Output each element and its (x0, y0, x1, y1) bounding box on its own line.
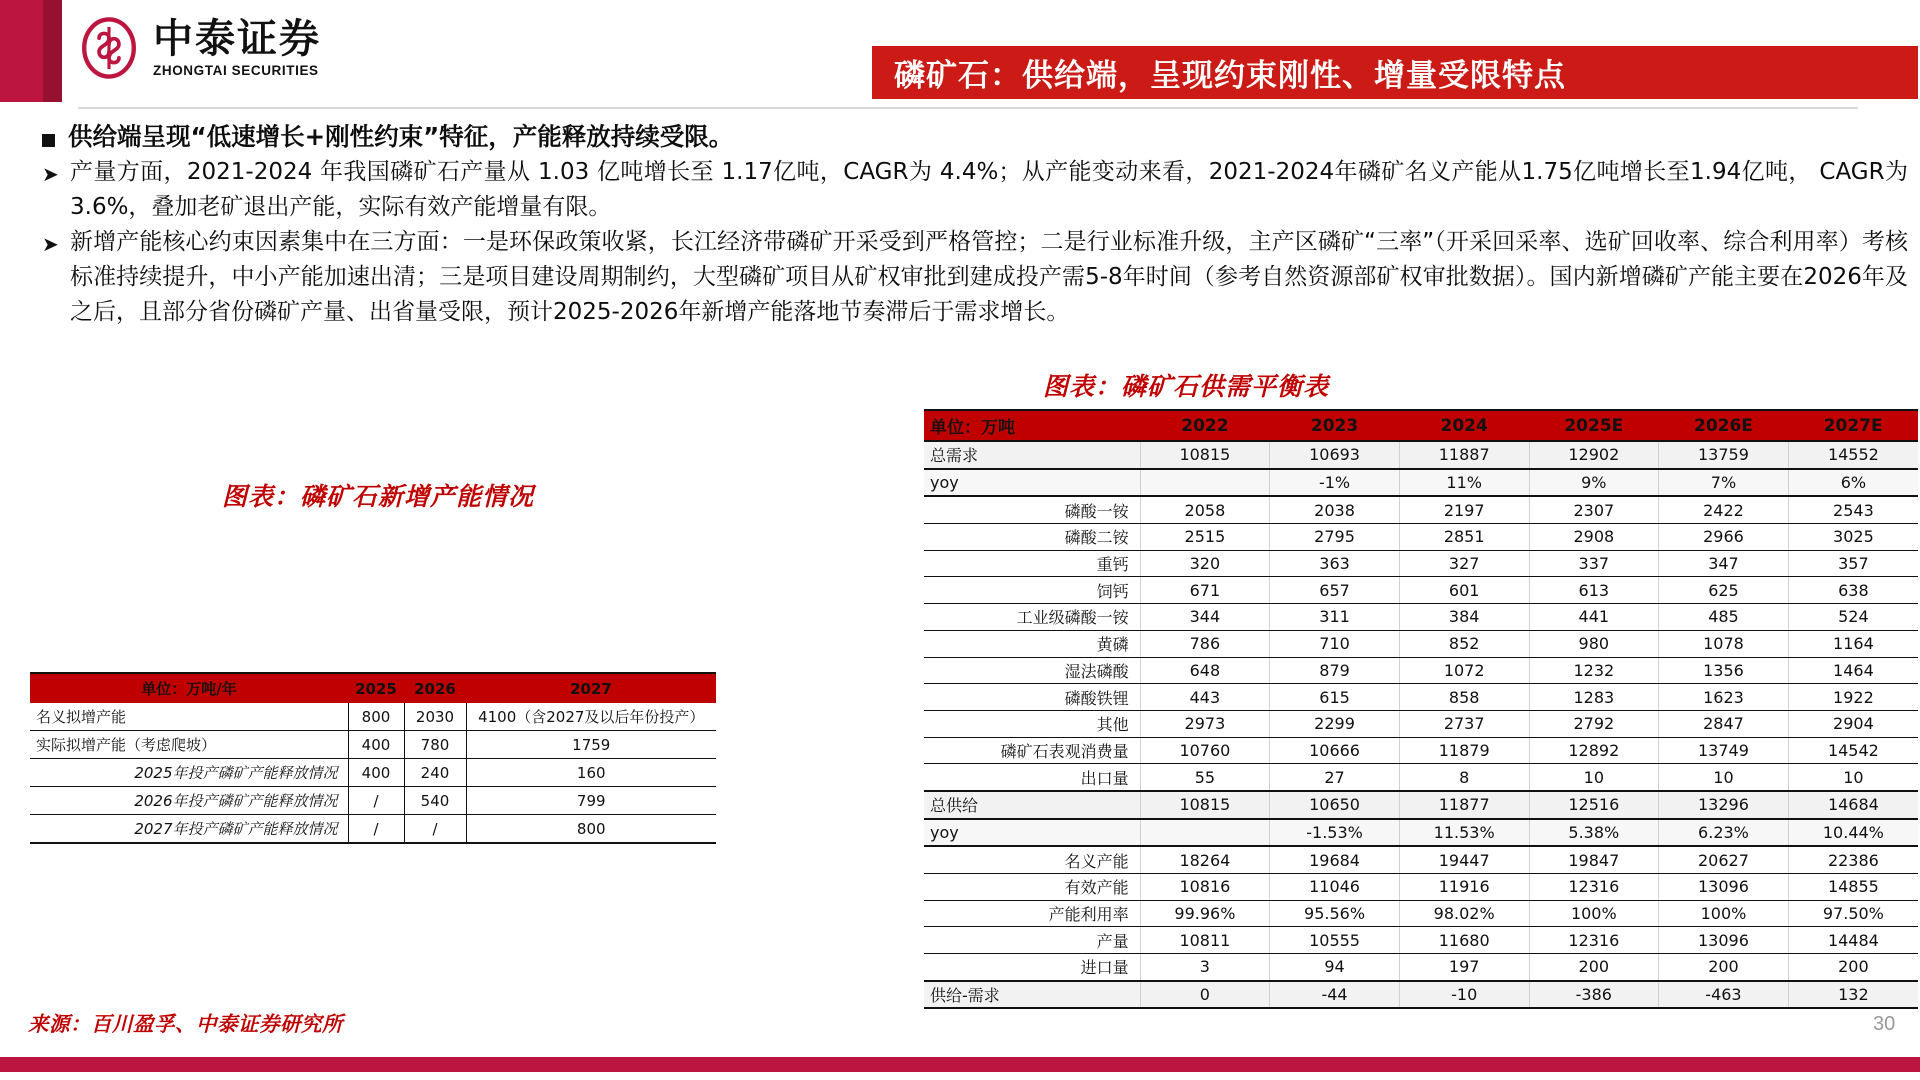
table-cell: 18264 (1140, 846, 1270, 873)
bullet-main-text: 供给端呈现“低速增长+刚性约束”特征，产能释放持续受限。 (68, 122, 734, 151)
table-cell: 160 (466, 759, 716, 787)
table-cell: 311 (1270, 604, 1400, 631)
table-cell: 14855 (1788, 874, 1918, 901)
table-cell: 13759 (1659, 441, 1789, 469)
table-cell: 858 (1399, 684, 1529, 711)
table-cell: 2908 (1529, 524, 1659, 551)
table-cell: 2904 (1788, 710, 1918, 737)
table-cell: 12316 (1529, 874, 1659, 901)
table-cell: 10.44% (1788, 819, 1918, 847)
table-cell: 95.56% (1270, 900, 1400, 927)
table-cell: 240 (404, 759, 466, 787)
row-label: 出口量 (924, 764, 1140, 791)
table-cell: 2038 (1270, 496, 1400, 523)
table-row (30, 759, 716, 787)
brand-name-en: ZHONGTAI SECURITIES (153, 62, 319, 78)
table-cell: 8 (1399, 764, 1529, 791)
table-cell: 10815 (1140, 441, 1270, 469)
table-cell: 1759 (466, 731, 716, 759)
table-cell: 443 (1140, 684, 1270, 711)
table-row (924, 441, 1918, 469)
table-cell: 11680 (1399, 927, 1529, 954)
square-bullet-icon (42, 134, 55, 147)
row-label: yoy (924, 469, 1140, 497)
table-cell: 2847 (1659, 710, 1789, 737)
table-cell: 11877 (1399, 791, 1529, 819)
table-cell: 1623 (1659, 684, 1789, 711)
table-cell: 400 (348, 759, 404, 787)
table-cell: 1164 (1788, 630, 1918, 657)
table-cell: 384 (1399, 604, 1529, 631)
table-cell: 13296 (1659, 791, 1789, 819)
table-cell: 10 (1788, 764, 1918, 791)
table-cell: 11887 (1399, 441, 1529, 469)
table-cell: 10666 (1270, 737, 1400, 764)
table-cell: 0 (1140, 981, 1270, 1009)
table-row (924, 764, 1918, 791)
table-cell: 800 (466, 815, 716, 844)
table-cell: 852 (1399, 630, 1529, 657)
row-label: yoy (924, 819, 1140, 847)
table-row (924, 684, 1918, 711)
table-cell: 6.23% (1659, 819, 1789, 847)
table-cell: 200 (1659, 954, 1789, 981)
zhongtai-logo-icon (78, 17, 140, 79)
table-cell: 200 (1529, 954, 1659, 981)
table-row (924, 604, 1918, 631)
table-cell: 200 (1788, 954, 1918, 981)
row-label: 湿法磷酸 (924, 657, 1140, 684)
table-cell: 540 (404, 787, 466, 815)
page-number: 30 (1873, 1013, 1896, 1035)
column-header: 2024 (1399, 410, 1529, 441)
table-cell: 879 (1270, 657, 1400, 684)
table-cell: 3 (1140, 954, 1270, 981)
row-label: 2025年投产磷矿产能释放情况 (30, 759, 348, 787)
table-cell: 601 (1399, 577, 1529, 604)
table-cell: 2543 (1788, 496, 1918, 523)
table-cell: 2030 (404, 703, 466, 731)
table-cell: 11% (1399, 469, 1529, 497)
table-cell: -463 (1659, 981, 1789, 1009)
table-row (924, 981, 1918, 1009)
table-cell: 1283 (1529, 684, 1659, 711)
table-row (924, 577, 1918, 604)
table-cell: 441 (1529, 604, 1659, 631)
footer-accent-bar (0, 1057, 1920, 1072)
table-cell: 12902 (1529, 441, 1659, 469)
table-cell: 10811 (1140, 927, 1270, 954)
table-cell: 2792 (1529, 710, 1659, 737)
row-label: 进口量 (924, 954, 1140, 981)
table-cell: 10 (1659, 764, 1789, 791)
table-cell (1140, 819, 1270, 847)
table-cell: 524 (1788, 604, 1918, 631)
table-cell: 2737 (1399, 710, 1529, 737)
table-cell: 12892 (1529, 737, 1659, 764)
bullet-item-2 (42, 225, 1918, 330)
table-cell: 2422 (1659, 496, 1789, 523)
table-cell: 4100（含2027及以后年份投产） (466, 703, 716, 731)
table-cell: 1072 (1399, 657, 1529, 684)
table-cell: 2307 (1529, 496, 1659, 523)
column-header: 2027E (1788, 410, 1918, 441)
row-label: 供给-需求 (924, 981, 1140, 1009)
table-cell: 98.02% (1399, 900, 1529, 927)
table-row (924, 710, 1918, 737)
table-row (924, 737, 1918, 764)
table-cell: 799 (466, 787, 716, 815)
table-cell: 337 (1529, 550, 1659, 577)
row-label: 磷酸一铵 (924, 496, 1140, 523)
table-cell: 10650 (1270, 791, 1400, 819)
table-cell: 10555 (1270, 927, 1400, 954)
table-cell: -44 (1270, 981, 1400, 1009)
table-cell: 400 (348, 731, 404, 759)
table-cell: 2299 (1270, 710, 1400, 737)
table-cell: 1922 (1788, 684, 1918, 711)
table-cell: 1078 (1659, 630, 1789, 657)
table-cell: 613 (1529, 577, 1659, 604)
table-cell: / (404, 815, 466, 844)
column-header: 2025E (1529, 410, 1659, 441)
table-cell: 671 (1140, 577, 1270, 604)
table-row (30, 731, 716, 759)
table-row (924, 630, 1918, 657)
table-cell: 14484 (1788, 927, 1918, 954)
row-label: 总需求 (924, 441, 1140, 469)
table-cell: 1232 (1529, 657, 1659, 684)
table-cell: 6% (1788, 469, 1918, 497)
table-cell: 11.53% (1399, 819, 1529, 847)
table-cell: 2197 (1399, 496, 1529, 523)
column-header: 2025 (348, 673, 404, 703)
table-row (924, 846, 1918, 873)
table-cell: 10693 (1270, 441, 1400, 469)
table-cell: 657 (1270, 577, 1400, 604)
table-cell: 2973 (1140, 710, 1270, 737)
source-note: 来源：百川盈孚、中泰证券研究所 (28, 1012, 343, 1036)
table-cell: 2966 (1659, 524, 1789, 551)
table-cell: 19847 (1529, 846, 1659, 873)
table-cell: 13096 (1659, 874, 1789, 901)
brand-name-cn: 中泰证券 (153, 15, 321, 62)
table-cell: 2795 (1270, 524, 1400, 551)
table-cell: 19684 (1270, 846, 1400, 873)
bullet-item-1 (42, 155, 1918, 225)
table-cell: 2058 (1140, 496, 1270, 523)
row-label: 名义拟增产能 (30, 703, 348, 731)
table-cell: 100% (1529, 900, 1659, 927)
table-row (924, 496, 1918, 523)
table-cell: 786 (1140, 630, 1270, 657)
table-cell: 14542 (1788, 737, 1918, 764)
table-row (30, 815, 716, 844)
table-cell: 132 (1788, 981, 1918, 1009)
table-cell (1140, 469, 1270, 497)
column-header: 2026 (404, 673, 466, 703)
table-row (924, 550, 1918, 577)
row-label: 产能利用率 (924, 900, 1140, 927)
table-cell: 27 (1270, 764, 1400, 791)
table-header-row (924, 410, 1918, 441)
table-row (924, 874, 1918, 901)
triangle-bullet-icon: ➤ (42, 161, 59, 186)
table-cell: 485 (1659, 604, 1789, 631)
table-cell: 780 (404, 731, 466, 759)
bullet-item-1-text: 产量方面，2021-2024 年我国磷矿石产量从 1.03 亿吨增长至 1.17亿吨，CAGR为 4.4%；从产能变动来看，2021-2024年磷矿名义产能从1.75亿吨增长至1.94亿吨， CAGR为3.6%，叠加老矿退出产能，实际有效产能增量有限。 (70, 158, 1908, 220)
table-cell: 320 (1140, 550, 1270, 577)
row-label: 2027年投产磷矿产能释放情况 (134, 820, 338, 838)
table-cell: 357 (1788, 550, 1918, 577)
table-cell: 2515 (1140, 524, 1270, 551)
table-cell: 10816 (1140, 874, 1270, 901)
table-cell: 11879 (1399, 737, 1529, 764)
supply-demand-balance-table-body (924, 410, 1918, 1008)
left-accent-bar-outer (0, 0, 43, 102)
row-label: 有效产能 (924, 874, 1140, 901)
table-cell: 100% (1659, 900, 1789, 927)
column-header: 单位：万吨/年 (30, 673, 348, 703)
table-cell: 638 (1788, 577, 1918, 604)
table-cell: 327 (1399, 550, 1529, 577)
table-cell: 99.96% (1140, 900, 1270, 927)
row-label: 2026年投产磷矿产能释放情况 (30, 787, 348, 815)
table-cell: 11916 (1399, 874, 1529, 901)
table-row (924, 524, 1918, 551)
table-cell: 625 (1659, 577, 1789, 604)
row-label: 重钙 (924, 550, 1140, 577)
table-cell: 10760 (1140, 737, 1270, 764)
table-cell: 97.50% (1788, 900, 1918, 927)
table-cell: 347 (1659, 550, 1789, 577)
row-label: 工业级磷酸一铵 (924, 604, 1140, 631)
left-accent-bar-inner (43, 0, 62, 102)
table-cell: 1356 (1659, 657, 1789, 684)
row-label: 名义产能 (924, 846, 1140, 873)
supply-demand-balance-table (924, 409, 1918, 1009)
table-cell: 13749 (1659, 737, 1789, 764)
slide-title: 磷矿石：供给端，呈现约束刚性、增量受限特点 (894, 58, 1566, 94)
table-cell: 648 (1140, 657, 1270, 684)
left-table-caption: 图表：磷矿石新增产能情况 (222, 482, 535, 511)
bullet-item-2-text: 新增产能核心约束因素集中在三方面：一是环保政策收紧，长江经济带磷矿开采受到严格管控；二是行业标准升级，主产区磷矿“三率”（开采回采率、选矿回收率、综合利用率）考核标准持续提升，中小产能加速出清；三是项目建设周期制约，大型磷矿项目从矿权审批到建成投产需5-8年时间（参考自然资源部矿权审批数据）。国内新增磷矿产能主要在2026年及之后，且部分省份磷矿产量、出省量受限，预计2025-2026年新增产能落地节奏滞后于需求增长。 (70, 228, 1908, 325)
table-cell: 3025 (1788, 524, 1918, 551)
column-header: 单位：万吨 (924, 410, 1140, 441)
table-cell: / (348, 787, 404, 815)
column-header: 2022 (1140, 410, 1270, 441)
table-cell: 615 (1270, 684, 1400, 711)
table-cell: / (348, 815, 404, 844)
table-row (924, 469, 1918, 497)
row-label: 磷矿石表观消费量 (924, 737, 1140, 764)
table-cell: 7% (1659, 469, 1789, 497)
table-row (30, 787, 716, 815)
row-label: 饲钙 (924, 577, 1140, 604)
triangle-bullet-icon: ➤ (42, 231, 59, 256)
table-header-row (30, 673, 716, 703)
table-cell: 710 (1270, 630, 1400, 657)
table-cell: 363 (1270, 550, 1400, 577)
table-cell: 22386 (1788, 846, 1918, 873)
bullet-main (42, 120, 1918, 154)
row-label: 总供给 (924, 791, 1140, 819)
table-cell: 20627 (1659, 846, 1789, 873)
table-row (924, 954, 1918, 981)
table-cell: 14684 (1788, 791, 1918, 819)
table-cell: 12516 (1529, 791, 1659, 819)
table-cell: 14552 (1788, 441, 1918, 469)
column-header: 2026E (1659, 410, 1789, 441)
row-label: 其他 (924, 710, 1140, 737)
table-cell: 10 (1529, 764, 1659, 791)
table-cell: 12316 (1529, 927, 1659, 954)
brand-logo (78, 17, 321, 79)
table-cell: 980 (1529, 630, 1659, 657)
new-capacity-table (30, 672, 716, 844)
body-content (42, 120, 1918, 330)
row-label: 产量 (924, 927, 1140, 954)
row-label: 磷酸铁锂 (924, 684, 1140, 711)
table-cell: -1.53% (1270, 819, 1400, 847)
table-cell: 5.38% (1529, 819, 1659, 847)
table-cell: 11046 (1270, 874, 1400, 901)
header-divider (78, 107, 1858, 109)
table-cell: 800 (348, 703, 404, 731)
table-cell: 344 (1140, 604, 1270, 631)
table-row (924, 927, 1918, 954)
table-cell: -386 (1529, 981, 1659, 1009)
table-cell: -10 (1399, 981, 1529, 1009)
table-row (924, 819, 1918, 847)
table-cell: 197 (1399, 954, 1529, 981)
column-header: 2023 (1270, 410, 1400, 441)
row-label: 磷酸二铵 (924, 524, 1140, 551)
table-cell: 94 (1270, 954, 1400, 981)
table-cell: 9% (1529, 469, 1659, 497)
right-table-caption: 图表：磷矿石供需平衡表 (1043, 372, 1330, 401)
table-row (924, 791, 1918, 819)
row-label: 实际拟增产能（考虑爬坡） (30, 731, 348, 759)
table-row (30, 703, 716, 731)
table-cell: 19447 (1399, 846, 1529, 873)
table-row (924, 657, 1918, 684)
table-cell: 10815 (1140, 791, 1270, 819)
table-cell: 13096 (1659, 927, 1789, 954)
table-cell: 55 (1140, 764, 1270, 791)
table-cell: 1464 (1788, 657, 1918, 684)
table-row (924, 900, 1918, 927)
new-capacity-table-body (30, 673, 716, 843)
slide-title-banner (872, 46, 1918, 99)
column-header: 2027 (466, 673, 716, 703)
table-cell: 2851 (1399, 524, 1529, 551)
table-cell: -1% (1270, 469, 1400, 497)
row-label: 黄磷 (924, 630, 1140, 657)
